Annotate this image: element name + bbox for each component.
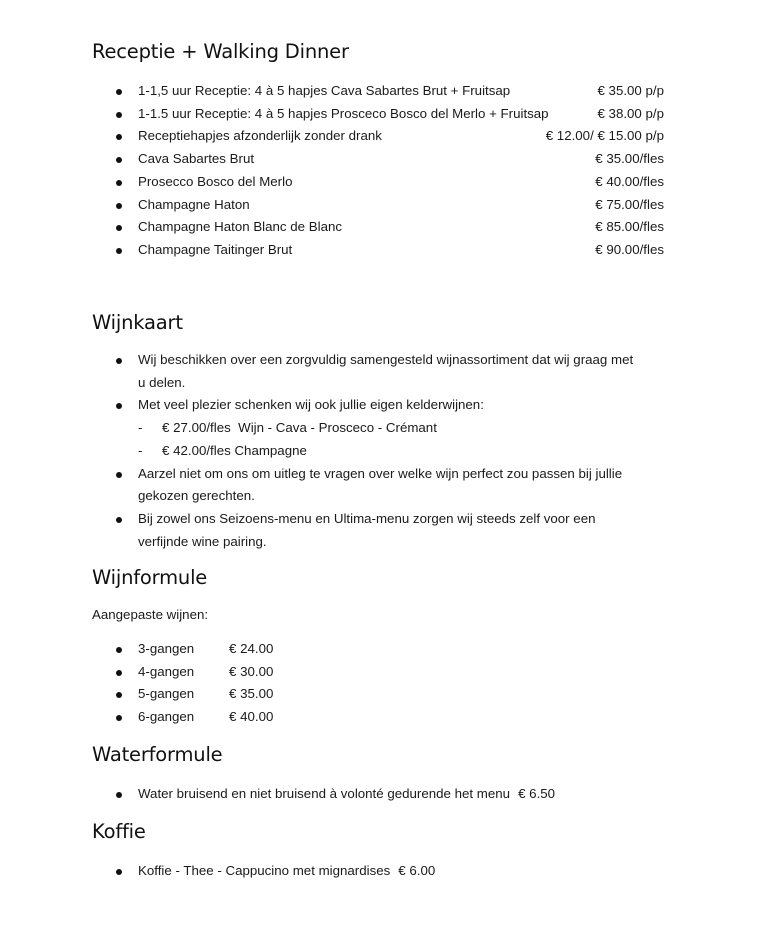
waterformule-list [92, 783, 664, 806]
item-text-line: verfijnde wine pairing. [138, 533, 267, 549]
item-price: € 6.50 [518, 786, 556, 801]
bullet-icon [116, 248, 122, 254]
bullet-icon [116, 647, 122, 653]
wijnformule-list [92, 638, 664, 729]
list-item [92, 860, 664, 883]
item-label: 1-1,5 uur Receptie: 4 à 5 hapjes Cava Sabartes Brut + Fruitsap [138, 83, 511, 98]
item-price: € 38.00 p/p [597, 105, 664, 121]
item-label: Champagne Haton Blanc de Blanc [138, 219, 343, 235]
item-label: Champagne Taitinger Brut [138, 241, 293, 257]
item-price: € 12.00/ € 15.00 p/p [545, 128, 664, 144]
list-item [92, 394, 692, 462]
wijnkaart-list [92, 349, 692, 553]
item-label: Koffie - Thee - Cappucino met mignardises [138, 863, 391, 878]
item-label: Water bruisend en niet bruisend à volonté gedurende het menu [138, 786, 511, 801]
list-item [92, 783, 664, 806]
list-item [92, 463, 692, 508]
sub-item [138, 417, 692, 440]
item-text-line: Bij zowel ons Seizoens-menu en Ultima-menu zorgen wij steeds zelf voor een [138, 510, 596, 526]
list-item [92, 194, 664, 217]
section-heading-waterformule: Waterformule [92, 743, 223, 766]
bullet-icon [116, 715, 122, 721]
section-heading-receptie: Receptie + Walking Dinner [92, 40, 349, 63]
section-heading-wijnformule: Wijnformule [92, 566, 208, 589]
wijnformule-intro: Aangepaste wijnen: [92, 607, 209, 622]
bullet-icon [116, 225, 122, 231]
item-price: € 40.00/fles [595, 173, 664, 189]
item-label: Cava Sabartes Brut [138, 151, 255, 167]
bullet-icon [116, 89, 122, 95]
item-price: € 30.00 [229, 663, 274, 679]
item-price: € 35.00/fles [595, 151, 664, 167]
sub-item-text: € 42.00/fles Champagne [162, 442, 307, 458]
receptie-list [92, 80, 664, 262]
bullet-icon [116, 157, 122, 163]
bullet-icon [116, 472, 122, 478]
bullet-icon [116, 358, 122, 364]
koffie-list [92, 860, 664, 883]
list-item [92, 706, 664, 729]
bullet-icon [116, 670, 122, 676]
list-item [92, 103, 664, 126]
item-label: 1-1.5 uur Receptie: 4 à 5 hapjes Prosceco Bosco del Merlo + Fruitsap [138, 105, 549, 121]
item-label: Prosecco Bosco del Merlo [138, 173, 293, 189]
item-text-line: gekozen gerechten. [138, 488, 255, 504]
bullet-icon [116, 517, 122, 523]
bullet-icon [116, 403, 122, 409]
item-price: € 40.00 [229, 709, 274, 725]
bullet-icon [116, 692, 122, 698]
item-text-line: Met veel plezier schenken wij ook jullie eigen kelderwijnen: [138, 397, 484, 413]
item-label: 6-gangen [138, 709, 195, 725]
dash-marker: - [138, 420, 143, 436]
section-heading-koffie: Koffie [92, 820, 146, 843]
item-price: € 35.00 p/p [597, 83, 664, 98]
item-text-line: Aarzel niet om ons om uitleg te vragen over welke wijn perfect zou passen bij jullie [138, 465, 623, 481]
item-price: € 75.00/fles [595, 196, 664, 212]
list-item [92, 148, 664, 171]
list-item [92, 216, 664, 239]
item-price: € 35.00 [229, 686, 274, 702]
bullet-icon [116, 203, 122, 209]
dash-marker: - [138, 442, 143, 458]
item-label: Receptiehapjes afzonderlijk zonder drank [138, 128, 382, 144]
bullet-icon [116, 134, 122, 140]
bullet-icon [116, 792, 122, 798]
list-item [92, 638, 664, 661]
list-item [92, 661, 664, 684]
bullet-icon [116, 869, 122, 875]
list-item [92, 508, 692, 553]
bullet-icon [116, 112, 122, 118]
item-label: Champagne Haton [138, 196, 250, 212]
item-price: € 24.00 [229, 641, 274, 656]
list-item [92, 80, 664, 103]
item-label: 5-gangen [138, 686, 195, 702]
item-price: € 90.00/fles [595, 241, 664, 257]
list-item [92, 171, 664, 194]
item-label: 3-gangen [138, 641, 195, 656]
list-item [92, 125, 664, 148]
item-price: € 85.00/fles [595, 219, 664, 235]
bullet-icon [116, 180, 122, 186]
sub-item-text: € 27.00/fles Wijn - Cava - Prosceco - Crémant [162, 420, 437, 436]
list-item [92, 239, 664, 262]
section-heading-wijnkaart: Wijnkaart [92, 311, 183, 334]
item-price: € 6.00 [398, 863, 436, 878]
list-item [92, 683, 664, 706]
sub-item [138, 440, 692, 463]
item-text-line: Wij beschikken over een zorgvuldig samengesteld wijnassortiment dat wij graag met [138, 352, 634, 367]
item-label: 4-gangen [138, 663, 195, 679]
item-text-line: u delen. [138, 374, 186, 390]
list-item [92, 349, 692, 394]
